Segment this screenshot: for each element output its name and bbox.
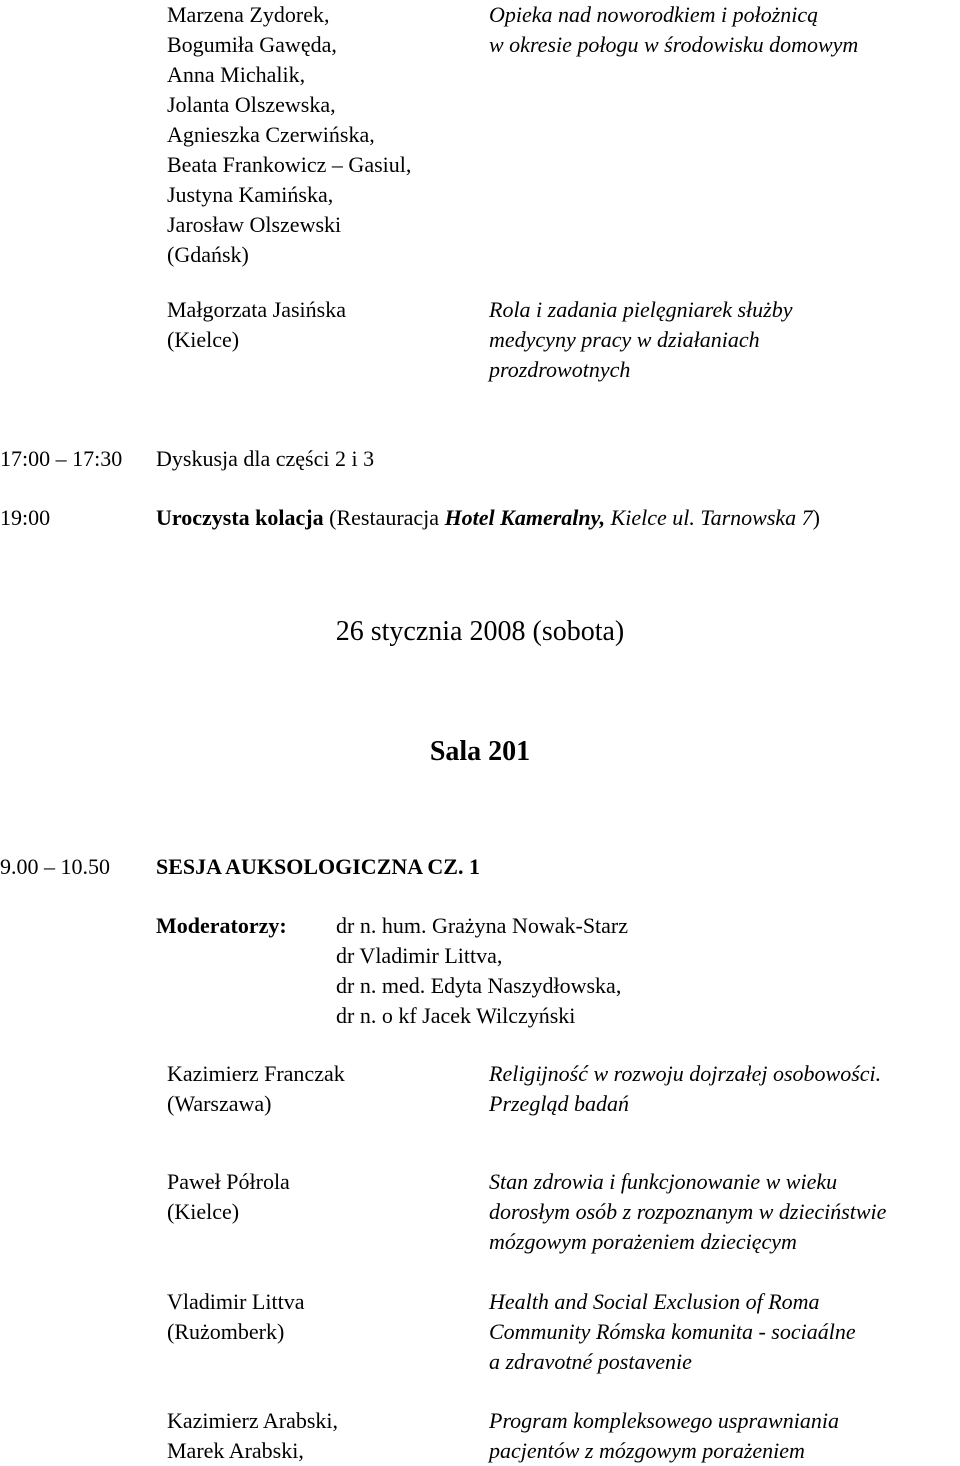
moderator-name: dr n. hum. Grażyna Nowak-Starz [336, 913, 629, 938]
talk-authors [167, 1287, 304, 1347]
title-line: a zdravotné postavenie [489, 1349, 692, 1374]
moderators-list [336, 911, 628, 1031]
talk-title [489, 295, 792, 385]
talk-authors [167, 1167, 290, 1227]
title-line: Rola i zadania pielęgniarek służby [489, 297, 793, 322]
session-title: SESJA AUKSOLOGICZNA CZ. 1 [156, 854, 480, 879]
author-line: Beata Frankowicz – Gasiul, [167, 152, 412, 177]
author-line: Anna Michalik, [167, 62, 306, 87]
author-line: Kazimierz Franczak [167, 1061, 345, 1086]
author-line: Marek Arabski, [167, 1438, 304, 1463]
dinner-row [156, 503, 820, 533]
title-line: Health and Social Exclusion of Roma [489, 1289, 820, 1314]
discussion-text: Dyskusja dla części 2 i 3 [156, 446, 375, 471]
author-city: (Warszawa) [167, 1091, 272, 1116]
author-line: Małgorzata Jasińska [167, 297, 346, 322]
title-line: Stan zdrowia i funkcjonowanie w wieku [489, 1169, 838, 1194]
dinner-hotel: Hotel Kameralny, [444, 505, 606, 530]
talk-title [489, 1059, 881, 1119]
author-line: Kazimierz Arabski, [167, 1408, 339, 1433]
title-line: w okresie połogu w środowisku domowym [489, 32, 859, 57]
title-line: prozdrowotnych [489, 357, 631, 382]
author-city: (Kielce) [167, 327, 240, 352]
author-line: Vladimir Littva [167, 1289, 305, 1314]
discussion-row [0, 444, 122, 474]
dinner-paren-open: (Restauracja [329, 505, 440, 530]
author-line: Jarosław Olszewski [167, 212, 342, 237]
title-line: Przegląd badań [489, 1091, 629, 1116]
title-line: Religijność w rozwoju dojrzałej osobowości. [489, 1061, 882, 1086]
moderator-name: dr n. o kf Jacek Wilczyński [336, 1003, 576, 1028]
author-line: Marzena Zydorek, [167, 2, 330, 27]
discussion-time: 17:00 – 17:30 [0, 446, 123, 471]
talk-authors [167, 1406, 338, 1466]
talk-authors [167, 1059, 345, 1119]
moderators-label: Moderatorzy: [156, 913, 287, 938]
moderator-name: dr n. med. Edyta Naszydłowska, [336, 973, 622, 998]
title-line: medycyny pracy w działaniach [489, 327, 760, 352]
author-city: (Gdańsk) [167, 242, 249, 267]
author-city: (Rużomberk) [167, 1319, 285, 1344]
talk-authors [167, 0, 411, 270]
talk-title [489, 1406, 839, 1466]
author-line: Jolanta Olszewska, [167, 92, 336, 117]
talk-authors [167, 295, 346, 355]
moderator-name: dr Vladimir Littva, [336, 943, 503, 968]
title-line: Community Rómska komunita - sociaálne [489, 1319, 856, 1344]
title-line: dorosłym osób z rozpoznanym w dzieciństwie [489, 1199, 887, 1224]
title-line: Program kompleksowego usprawniania [489, 1408, 839, 1433]
dinner-address: Kielce ul. Tarnowska 7 [610, 505, 813, 530]
author-city: (Kielce) [167, 1199, 240, 1224]
dinner-time: 19:00 [0, 505, 51, 530]
talk-title [489, 1167, 886, 1257]
author-line: Paweł Półrola [167, 1169, 290, 1194]
author-line: Bogumiła Gawęda, [167, 32, 337, 57]
talk-title [489, 1287, 856, 1377]
day-heading: 26 stycznia 2008 (sobota) [335, 616, 625, 647]
title-line: mózgowym porażeniem dziecięcym [489, 1229, 797, 1254]
title-line: Opieka nad noworodkiem i położnicą [489, 2, 819, 27]
title-line: pacjentów z mózgowym porażeniem [489, 1438, 805, 1463]
author-line: Justyna Kamińska, [167, 182, 334, 207]
session-time: 9.00 – 10.50 [0, 854, 110, 879]
dinner-title: Uroczysta kolacja [156, 505, 324, 530]
talk-title [489, 0, 858, 60]
room-heading: Sala 201 [429, 736, 531, 767]
dinner-paren-close: ) [812, 505, 820, 530]
author-line: Agnieszka Czerwińska, [167, 122, 375, 147]
